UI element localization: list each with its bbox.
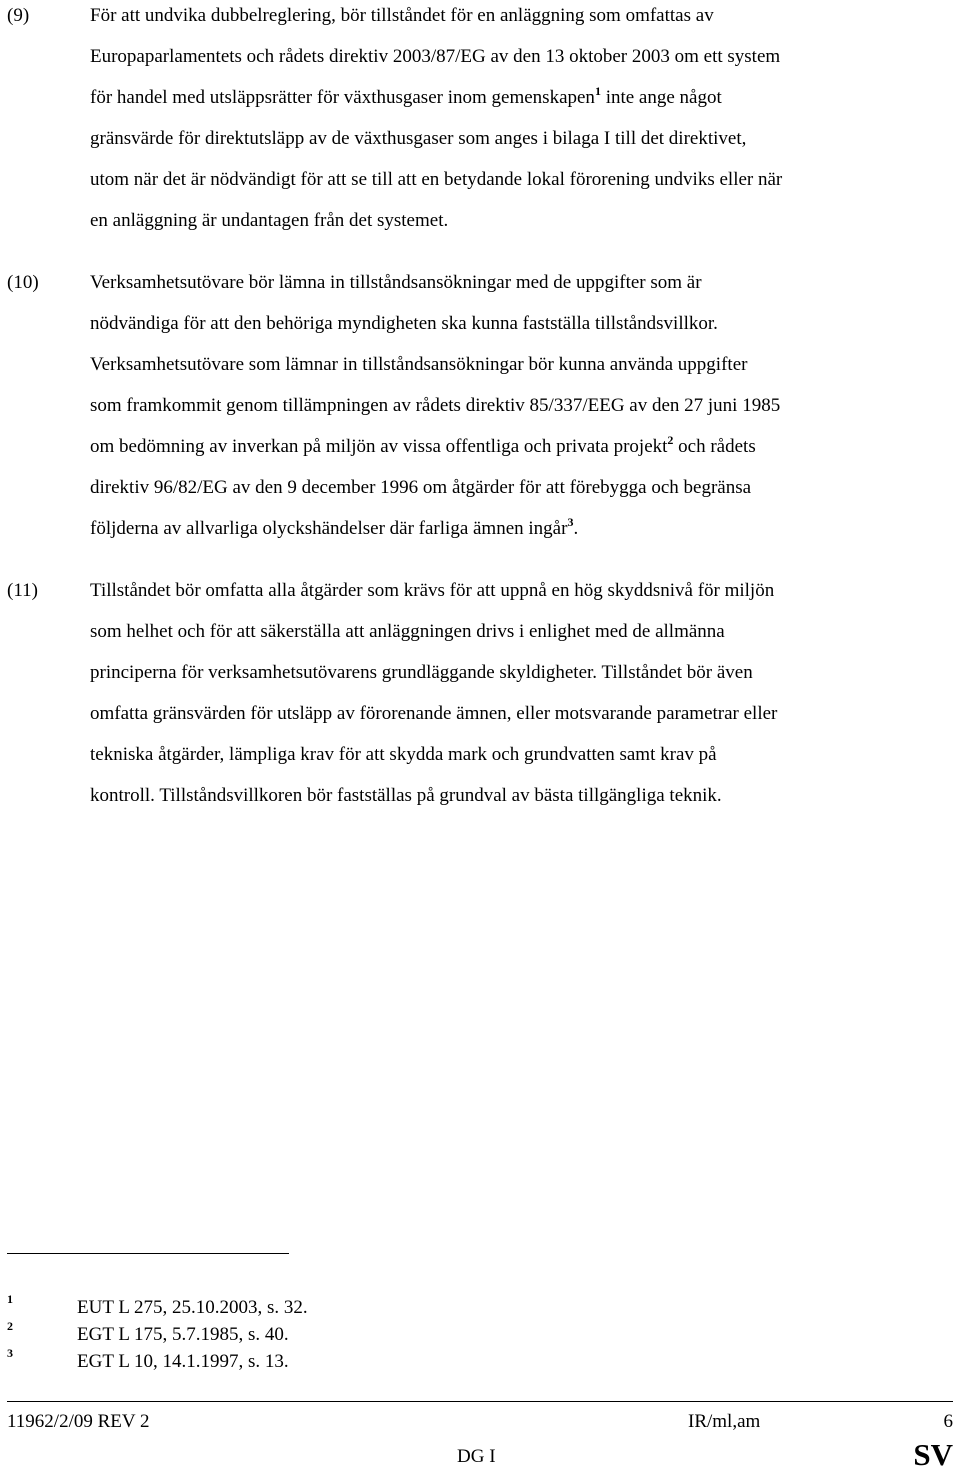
text-line: gränsvärde för direktutsläpp av de växthusgaser som anges i bilaga I till det direktivet, — [90, 128, 747, 149]
author-initials: IR/ml,am — [688, 1411, 761, 1432]
footnote-text: EGT L 175, 5.7.1985, s. 40. — [77, 1324, 289, 1345]
text-line: en anläggning är undantagen från det systemet. — [90, 210, 449, 231]
footnote-reference: 3 — [567, 515, 574, 529]
footnote-mark: 2 — [7, 1319, 13, 1333]
footnote-reference: 2 — [667, 433, 674, 447]
text-line-end: och rådets — [673, 436, 756, 457]
text-line-end: inte ange något — [600, 87, 722, 108]
text-line: nödvändiga för att den behöriga myndigheten ska kunna fastställa tillståndsvillkor. — [90, 313, 718, 334]
text-line: omfatta gränsvärden för utsläpp av förorenande ämnen, eller motsvarande parametrar eller — [90, 703, 778, 724]
text-line-end: . — [573, 518, 579, 539]
footnote-text: EGT L 10, 14.1.1997, s. 13. — [77, 1351, 289, 1372]
paragraph-number: (11) — [7, 580, 38, 601]
footer-separator — [7, 1401, 953, 1402]
text-line — [90, 77, 950, 118]
text-line: tekniska åtgärder, lämpliga krav för att skydda mark och grundvatten samt krav på — [90, 744, 717, 765]
footnote-mark: 1 — [7, 1292, 13, 1306]
paragraph-text — [90, 262, 950, 549]
text-line: Verksamhetsutövare som lämnar in tillståndsansökningar bör kunna använda uppgifter — [90, 354, 748, 375]
paragraph-number: (10) — [7, 272, 39, 293]
text-line-start: för handel med utsläppsrätter för växthusgaser inom gemenskapen — [90, 87, 595, 108]
text-line — [90, 508, 950, 549]
text-line-start: följderna av allvarliga olyckshändelser där farliga ämnen ingår — [90, 518, 568, 539]
page-number: 6 — [943, 1411, 953, 1432]
language-code: SV — [913, 1437, 953, 1472]
text-line: som framkommit genom tillämpningen av rådets direktiv 85/337/EEG av den 27 juni 1985 — [90, 395, 781, 416]
footnote-separator — [7, 1253, 289, 1254]
text-line: som helhet och för att säkerställa att anläggningen drivs i enlighet med de allmänna — [90, 621, 725, 642]
paragraph-text — [90, 570, 950, 816]
text-line: utom när det är nödvändigt för att se till att en betydande lokal förorening undviks eller när — [90, 169, 783, 190]
paragraph-text — [90, 0, 950, 241]
text-line — [90, 426, 950, 467]
document-reference: 11962/2/09 REV 2 — [7, 1411, 150, 1432]
text-line: Tillståndet bör omfatta alla åtgärder som krävs för att uppnå en hög skyddsnivå för miljön — [90, 580, 775, 601]
text-line: kontroll. Tillståndsvillkoren bör fastställas på grundval av bästa tillgängliga teknik. — [90, 785, 722, 806]
footnote-3 — [7, 1346, 607, 1373]
footnote-2 — [7, 1319, 607, 1346]
text-line: Europaparlamentets och rådets direktiv 2003/87/EG av den 13 oktober 2003 om ett system — [90, 46, 781, 67]
text-line: Verksamhetsutövare bör lämna in tillståndsansökningar med de uppgifter som är — [90, 272, 702, 293]
footnote-mark: 3 — [7, 1346, 13, 1360]
paragraph-number: (9) — [7, 5, 30, 26]
footnote-1 — [7, 1292, 607, 1319]
footnote-reference: 1 — [594, 84, 601, 98]
directorate-general: DG I — [457, 1446, 496, 1467]
text-line: För att undvika dubbelreglering, bör tillståndet för en anläggning som omfattas av — [90, 5, 714, 26]
footnote-text: EUT L 275, 25.10.2003, s. 32. — [77, 1297, 308, 1318]
text-line: direktiv 96/82/EG av den 9 december 1996 om åtgärder för att förebygga och begränsa — [90, 477, 752, 498]
text-line-start: om bedömning av inverkan på miljön av vissa offentliga och privata projekt — [90, 436, 668, 457]
text-line: principerna för verksamhetsutövarens grundläggande skyldigheter. Tillståndet bör även — [90, 662, 753, 683]
